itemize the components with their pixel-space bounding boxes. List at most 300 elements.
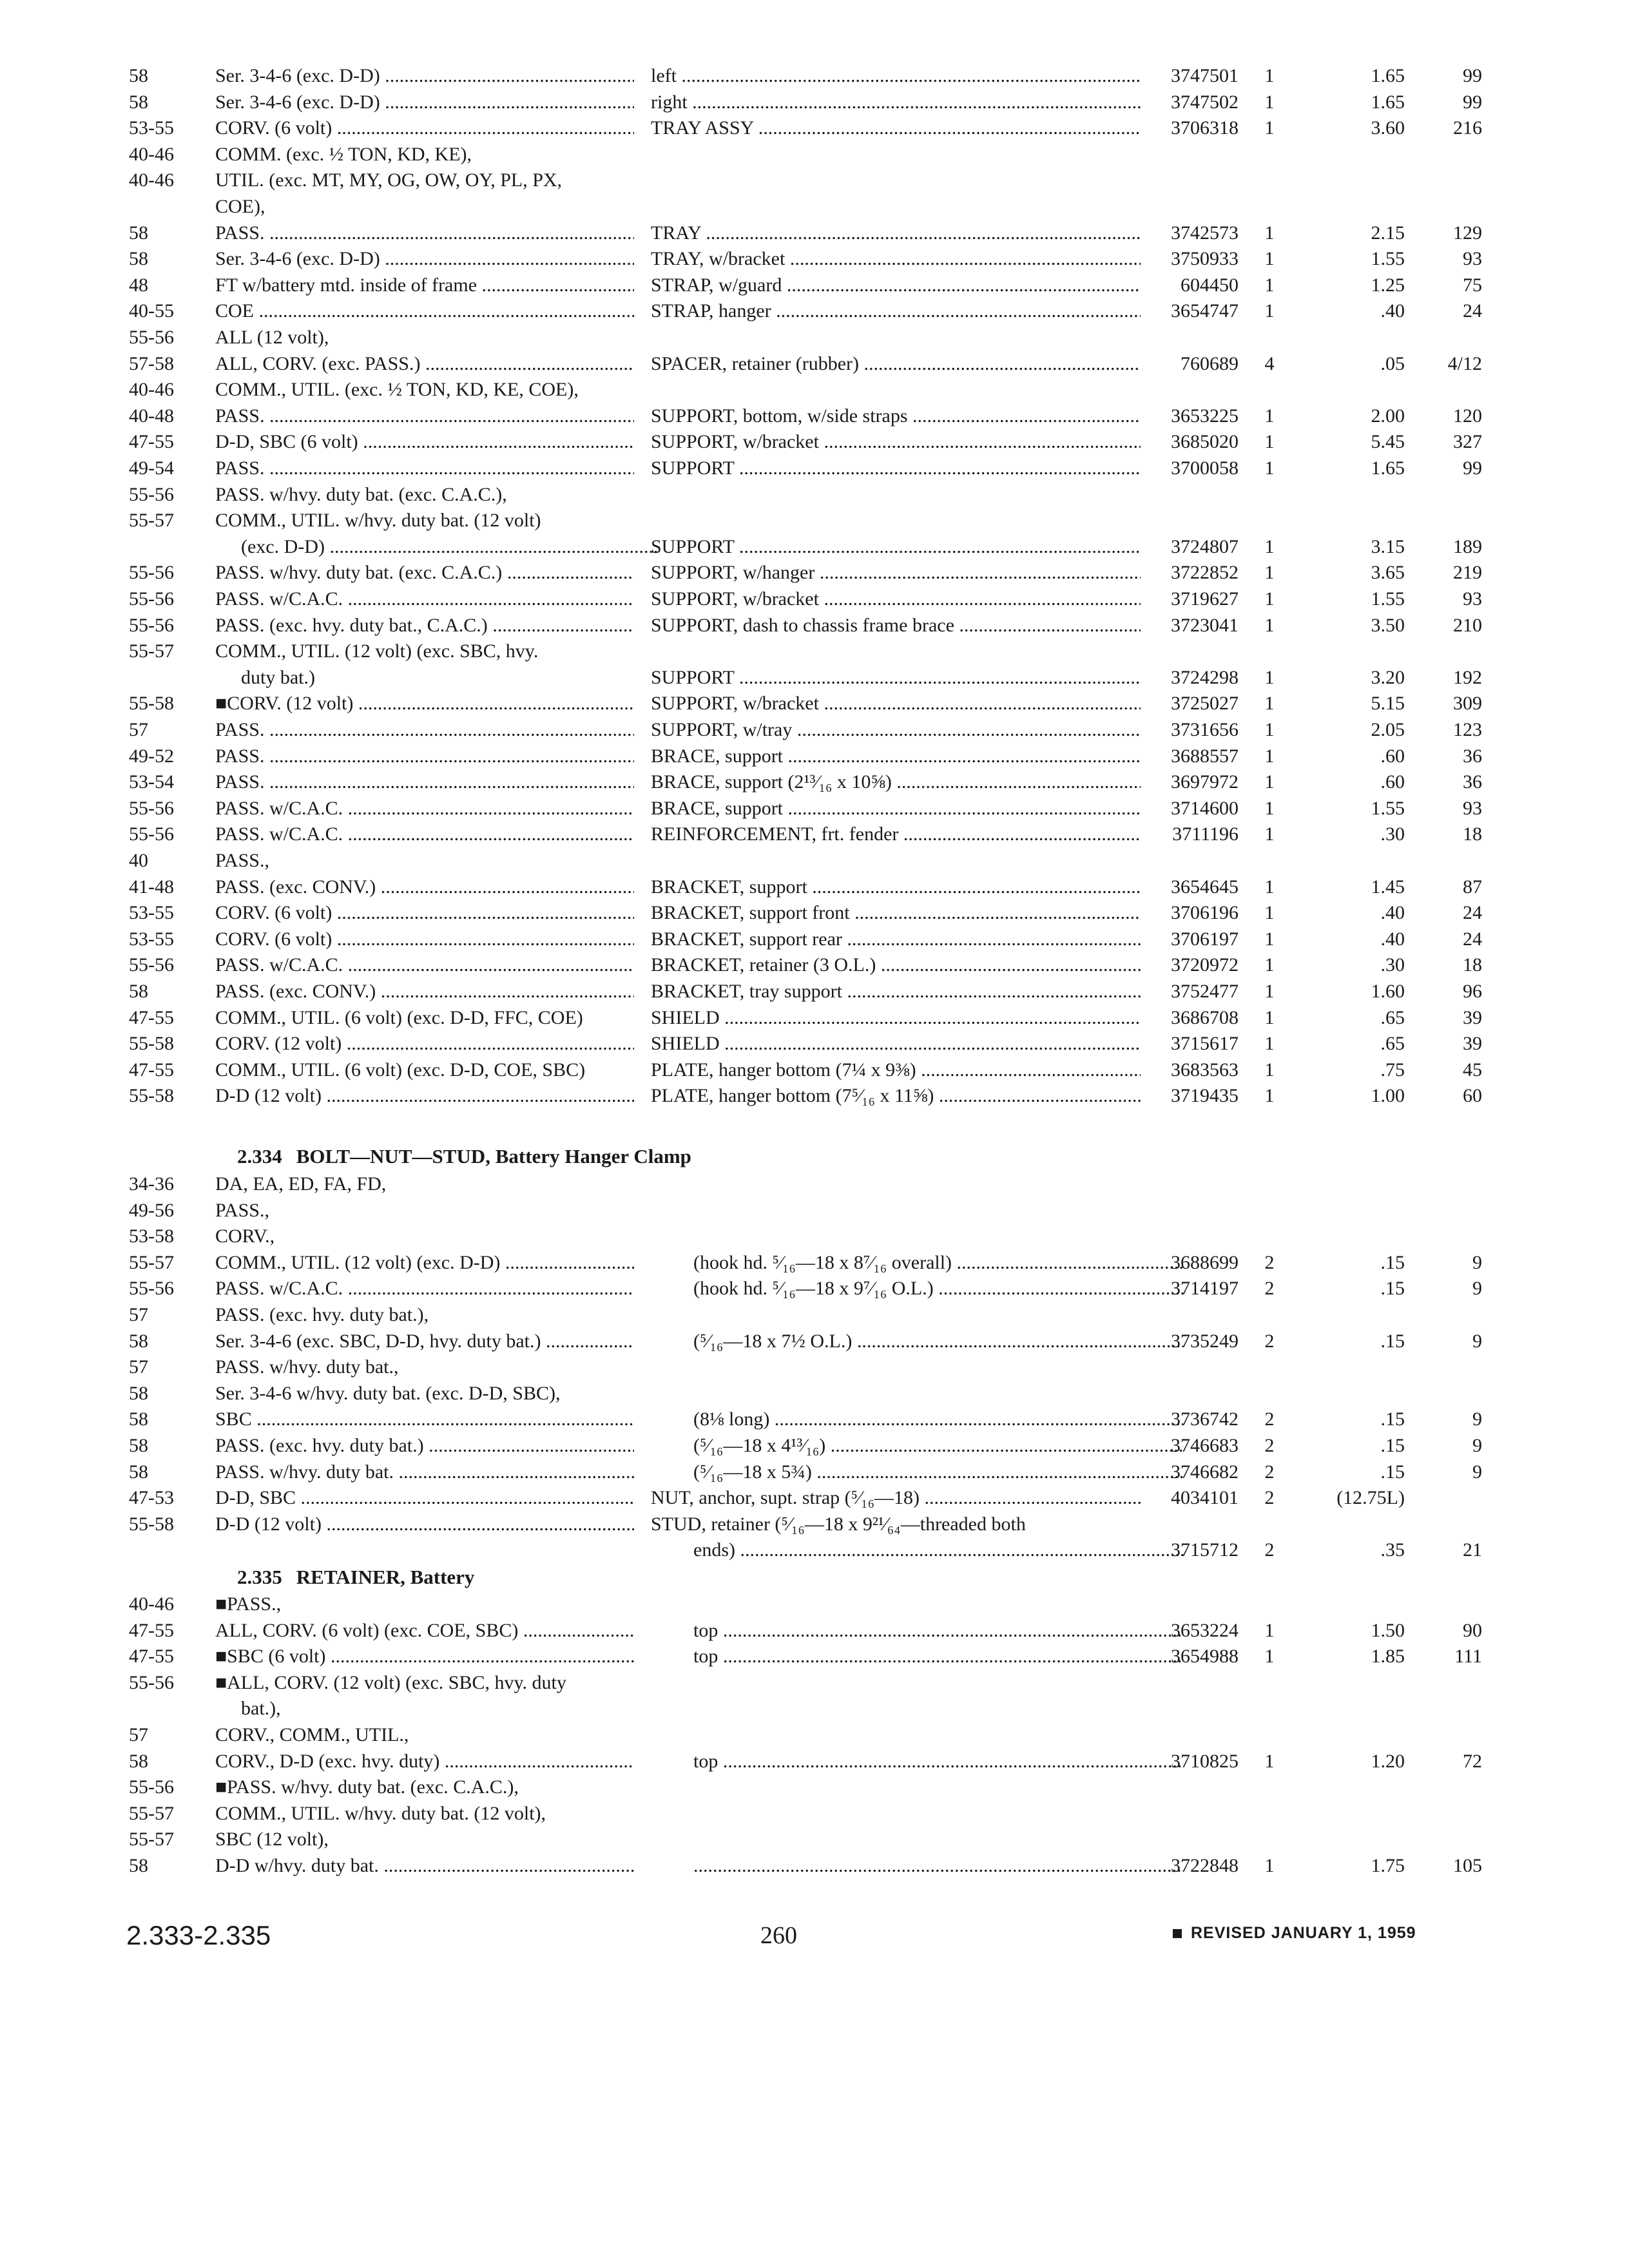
year-range-cell: 53-55 bbox=[129, 928, 174, 950]
year-range-cell: 47-55 bbox=[129, 431, 174, 453]
year-range-cell: 57-58 bbox=[129, 352, 174, 374]
application-cell: PASS. w/C.A.C. ..... bbox=[215, 796, 634, 822]
parts-row bbox=[0, 115, 1629, 141]
year-range-cell: 40-55 bbox=[129, 300, 174, 322]
price-cell: 1.50 bbox=[1371, 1619, 1405, 1641]
year-range-cell: 40-48 bbox=[129, 405, 174, 427]
part-number-cell: 3723041 bbox=[1171, 614, 1239, 636]
application-cell: PASS. ..... bbox=[215, 744, 634, 769]
application-cell: CORV. (12 volt) ..... bbox=[215, 1031, 634, 1057]
description-cell: BRACKET, retainer (3 O.L.) ..... bbox=[651, 952, 1141, 978]
list-price-cell: 93 bbox=[1463, 248, 1482, 270]
list-price-cell: 120 bbox=[1453, 405, 1482, 427]
list-price-cell: 9 bbox=[1472, 1330, 1482, 1352]
application-cell: Ser. 3-4-6 (exc. D-D) ..... bbox=[215, 63, 634, 89]
list-price-cell: 9 bbox=[1472, 1408, 1482, 1430]
parts-row bbox=[0, 377, 1629, 403]
parts-row bbox=[0, 744, 1629, 769]
section-title: BOLT—NUT—STUD, Battery Hanger Clamp bbox=[296, 1145, 691, 1168]
quantity-cell: 2 bbox=[1264, 1278, 1275, 1300]
year-range-cell: 55-56 bbox=[129, 483, 174, 505]
year-range-cell: 55-57 bbox=[129, 1802, 174, 1824]
list-price-cell: 123 bbox=[1453, 719, 1482, 740]
parts-row bbox=[0, 1485, 1629, 1511]
price-cell: 1.75 bbox=[1371, 1855, 1405, 1876]
year-range-cell: 58 bbox=[129, 1435, 148, 1456]
application-cell: D-D, SBC (6 volt) ..... bbox=[215, 429, 634, 455]
year-range-cell: 53-55 bbox=[129, 117, 174, 139]
quantity-cell: 1 bbox=[1264, 823, 1275, 845]
year-range-cell: 55-57 bbox=[129, 640, 174, 662]
list-price-cell: 36 bbox=[1463, 771, 1482, 793]
year-range-cell: 40-46 bbox=[129, 379, 174, 401]
quantity-cell: 2 bbox=[1264, 1487, 1275, 1509]
quantity-cell: 1 bbox=[1264, 431, 1275, 453]
description-cell: BRACKET, support rear ..... bbox=[651, 927, 1141, 952]
part-number-cell: 3706197 bbox=[1171, 928, 1239, 950]
parts-row bbox=[0, 63, 1629, 89]
description-cell: SUPPORT ..... bbox=[651, 665, 1141, 691]
list-price-cell: 24 bbox=[1463, 928, 1482, 950]
list-price-cell: 99 bbox=[1463, 457, 1482, 479]
description-cell: SUPPORT, bottom, w/side straps ..... bbox=[651, 403, 1141, 429]
year-range-cell: 55-56 bbox=[129, 797, 174, 819]
application-cell: PASS. w/C.A.C. ..... bbox=[215, 822, 634, 847]
quantity-cell: 2 bbox=[1264, 1330, 1275, 1352]
part-number-cell: 3685020 bbox=[1171, 431, 1239, 453]
quantity-cell: 1 bbox=[1264, 65, 1275, 86]
list-price-cell: 36 bbox=[1463, 745, 1482, 767]
application-cell: PASS. w/C.A.C. ..... bbox=[215, 586, 634, 612]
description-cell: PLATE, hanger bottom (7⁵⁄₁₆ x 11⅝) ..... bbox=[651, 1083, 1141, 1109]
part-number-cell: 3697972 bbox=[1171, 771, 1239, 793]
parts-row bbox=[0, 1198, 1629, 1224]
parts-row bbox=[0, 1302, 1629, 1328]
list-price-cell: 129 bbox=[1453, 222, 1482, 244]
parts-row bbox=[0, 769, 1629, 795]
description-cell: (⁵⁄₁₆—18 x 4¹³⁄₁₆) ..... bbox=[651, 1433, 1183, 1459]
price-cell: 1.00 bbox=[1371, 1085, 1405, 1107]
list-price-cell: 99 bbox=[1463, 91, 1482, 113]
year-range-cell: 55-58 bbox=[129, 1033, 174, 1055]
price-cell: 3.50 bbox=[1371, 614, 1405, 636]
quantity-cell: 1 bbox=[1264, 745, 1275, 767]
description-cell: BRACE, support ..... bbox=[651, 744, 1141, 769]
year-range-cell: 47-55 bbox=[129, 1619, 174, 1641]
year-range-cell: 58 bbox=[129, 1330, 148, 1352]
year-range-cell: 55-56 bbox=[129, 327, 174, 348]
parts-row bbox=[0, 1853, 1629, 1879]
parts-row bbox=[0, 508, 1629, 533]
application-cell: PASS. (exc. hvy. duty bat.) ..... bbox=[215, 1433, 634, 1459]
quantity-cell: 1 bbox=[1264, 1619, 1275, 1641]
list-price-cell: 9 bbox=[1472, 1435, 1482, 1456]
parts-row bbox=[0, 1057, 1629, 1083]
parts-row bbox=[0, 1329, 1629, 1354]
description-cell: SUPPORT, w/hanger ..... bbox=[651, 560, 1141, 586]
part-number-cell: 3747502 bbox=[1171, 91, 1239, 113]
parts-row bbox=[0, 351, 1629, 377]
quantity-cell: 1 bbox=[1264, 457, 1275, 479]
quantity-cell: 1 bbox=[1264, 1006, 1275, 1028]
description-cell: TRAY, w/bracket ..... bbox=[651, 246, 1141, 272]
price-cell: 2.15 bbox=[1371, 222, 1405, 244]
price-cell: .65 bbox=[1380, 1033, 1405, 1055]
description-cell: REINFORCEMENT, frt. fender ..... bbox=[651, 822, 1141, 847]
parts-row bbox=[0, 586, 1629, 612]
year-range-cell: 58 bbox=[129, 91, 148, 113]
application-cell: CORV. (6 volt) ..... bbox=[215, 900, 634, 926]
year-range-cell: 55-56 bbox=[129, 562, 174, 584]
price-cell: 5.45 bbox=[1371, 431, 1405, 453]
year-range-cell: 58 bbox=[129, 1382, 148, 1404]
price-cell: 1.55 bbox=[1371, 248, 1405, 270]
parts-row bbox=[0, 1670, 1629, 1696]
year-range-cell: 58 bbox=[129, 65, 148, 86]
application-cell: PASS. (exc. CONV.) ..... bbox=[215, 874, 634, 900]
part-number-cell: 3688699 bbox=[1171, 1251, 1239, 1273]
parts-row bbox=[0, 874, 1629, 900]
part-number-cell: 3747501 bbox=[1171, 65, 1239, 86]
part-number-cell: 604450 bbox=[1181, 274, 1239, 296]
quantity-cell: 1 bbox=[1264, 1646, 1275, 1667]
quantity-cell: 1 bbox=[1264, 1033, 1275, 1055]
quantity-cell: 1 bbox=[1264, 771, 1275, 793]
price-cell: .60 bbox=[1380, 771, 1405, 793]
application-cell: COMM., UTIL. (6 volt) (exc. D-D, COE, SBC) bbox=[215, 1059, 586, 1081]
price-cell: 3.20 bbox=[1371, 666, 1405, 688]
description-cell: SHIELD ..... bbox=[651, 1031, 1141, 1057]
quantity-cell: 1 bbox=[1264, 274, 1275, 296]
year-range-cell: 55-56 bbox=[129, 823, 174, 845]
application-cell: DA, EA, ED, FA, FD, bbox=[215, 1173, 387, 1195]
parts-row bbox=[0, 273, 1629, 298]
parts-row bbox=[0, 1749, 1629, 1774]
parts-row bbox=[0, 927, 1629, 952]
parts-row bbox=[0, 952, 1629, 978]
application-cell: PASS. ..... bbox=[215, 403, 634, 429]
year-range-cell: 49-54 bbox=[129, 457, 174, 479]
application-cell: ALL, CORV. (exc. PASS.) ..... bbox=[215, 351, 634, 377]
application-cell: ALL (12 volt), bbox=[215, 327, 329, 348]
quantity-cell: 1 bbox=[1264, 693, 1275, 715]
application-cell: CORV., bbox=[215, 1225, 275, 1247]
quantity-cell: 4 bbox=[1264, 352, 1275, 374]
list-price-cell: 4/12 bbox=[1447, 352, 1482, 374]
application-cell: PASS. w/C.A.C. ..... bbox=[215, 1276, 634, 1302]
list-price-cell: 327 bbox=[1453, 431, 1482, 453]
quantity-cell: 1 bbox=[1264, 954, 1275, 976]
parts-row bbox=[0, 429, 1629, 455]
price-cell: .40 bbox=[1380, 928, 1405, 950]
quantity-cell: 1 bbox=[1264, 91, 1275, 113]
application-cell: ■PASS. w/hvy. duty bat. (exc. C.A.C.), bbox=[215, 1776, 519, 1798]
year-range-cell: 55-57 bbox=[129, 510, 174, 532]
price-cell: .35 bbox=[1380, 1539, 1405, 1561]
list-price-cell: 60 bbox=[1463, 1085, 1482, 1107]
parts-row bbox=[0, 1224, 1629, 1249]
application-cell: PASS. w/hvy. duty bat., bbox=[215, 1356, 399, 1378]
part-number-cell: 3720972 bbox=[1171, 954, 1239, 976]
year-range-cell: 58 bbox=[129, 1855, 148, 1876]
description-cell: STUD, retainer (⁵⁄₁₆—18 x 9²¹⁄₆₄—threaded both bbox=[651, 1513, 1026, 1535]
quantity-cell: 1 bbox=[1264, 1855, 1275, 1876]
parts-row bbox=[0, 220, 1629, 246]
application-cell: CORV., D-D (exc. hvy. duty) ..... bbox=[215, 1749, 634, 1774]
price-cell: 2.00 bbox=[1371, 405, 1405, 427]
application-cell: FT w/battery mtd. inside of frame ..... bbox=[215, 273, 634, 298]
application-cell: PASS. ..... bbox=[215, 456, 634, 481]
description-cell: SUPPORT ..... bbox=[651, 456, 1141, 481]
list-price-cell: 24 bbox=[1463, 300, 1482, 322]
price-cell: .15 bbox=[1380, 1330, 1405, 1352]
parts-row bbox=[0, 1827, 1629, 1852]
year-range-cell: 34-36 bbox=[129, 1173, 174, 1195]
application-cell: Ser. 3-4-6 (exc. D-D) ..... bbox=[215, 90, 634, 115]
section-number: 2.334 bbox=[237, 1145, 282, 1168]
parts-row bbox=[0, 534, 1629, 560]
quantity-cell: 1 bbox=[1264, 1059, 1275, 1081]
part-number-cell: 3722852 bbox=[1171, 562, 1239, 584]
quantity-cell: 1 bbox=[1264, 928, 1275, 950]
parts-row bbox=[0, 90, 1629, 115]
description-cell: BRACE, support ..... bbox=[651, 796, 1141, 822]
parts-row bbox=[0, 1696, 1629, 1722]
year-range-cell: 58 bbox=[129, 981, 148, 1002]
application-cell: CORV., COMM., UTIL., bbox=[215, 1724, 409, 1745]
part-number-cell: 3654645 bbox=[1171, 876, 1239, 898]
application-cell: COMM., UTIL. (exc. ½ TON, KD, KE, COE), bbox=[215, 379, 579, 401]
year-range-cell: 53-55 bbox=[129, 902, 174, 924]
parts-row bbox=[0, 1618, 1629, 1644]
application-cell: SBC ..... bbox=[215, 1407, 634, 1432]
year-range-cell: 48 bbox=[129, 274, 148, 296]
part-number-cell: 3722848 bbox=[1171, 1855, 1239, 1876]
quantity-cell: 1 bbox=[1264, 1085, 1275, 1107]
quantity-cell: 1 bbox=[1264, 588, 1275, 610]
application-cell: UTIL. (exc. MT, MY, OG, OW, OY, PL, PX, bbox=[215, 169, 563, 191]
section-title: RETAINER, Battery bbox=[296, 1566, 475, 1588]
year-range-cell: 55-56 bbox=[129, 1776, 174, 1798]
list-price-cell: 219 bbox=[1453, 562, 1482, 584]
quantity-cell: 1 bbox=[1264, 535, 1275, 557]
parts-row bbox=[0, 1083, 1629, 1109]
application-cell: ■ALL, CORV. (12 volt) (exc. SBC, hvy. duty bbox=[215, 1671, 566, 1693]
part-number-cell: 3653224 bbox=[1171, 1619, 1239, 1641]
quantity-cell: 1 bbox=[1264, 981, 1275, 1002]
parts-row bbox=[0, 142, 1629, 168]
application-cell: COMM., UTIL. (12 volt) (exc. D-D) ..... bbox=[215, 1250, 634, 1276]
description-cell: SPACER, retainer (rubber) ..... bbox=[651, 351, 1141, 377]
price-cell: .40 bbox=[1380, 902, 1405, 924]
year-range-cell: 55-56 bbox=[129, 954, 174, 976]
price-cell: .65 bbox=[1380, 1006, 1405, 1028]
revision-mark-icon bbox=[1173, 1929, 1182, 1938]
description-cell: (hook hd. ⁵⁄₁₆—18 x 8⁷⁄₁₆ overall) ..... bbox=[651, 1250, 1183, 1276]
parts-row bbox=[0, 1276, 1629, 1302]
price-cell: .15 bbox=[1380, 1278, 1405, 1300]
year-range-cell: 47-55 bbox=[129, 1006, 174, 1028]
year-range-cell: 53-58 bbox=[129, 1225, 174, 1247]
application-cell: ■CORV. (12 volt) ..... bbox=[215, 691, 634, 716]
year-range-cell: 49-56 bbox=[129, 1199, 174, 1221]
list-price-cell: 18 bbox=[1463, 823, 1482, 845]
description-cell bbox=[651, 1853, 1183, 1879]
list-price-cell: 192 bbox=[1453, 666, 1482, 688]
footer-revised bbox=[1173, 1924, 1416, 1943]
application-cell: PASS. (exc. CONV.) ..... bbox=[215, 979, 634, 1004]
list-price-cell: 111 bbox=[1454, 1646, 1482, 1667]
year-range-cell: 58 bbox=[129, 1750, 148, 1772]
list-price-cell: 309 bbox=[1453, 693, 1482, 715]
application-cell: D-D w/hvy. duty bat. ..... bbox=[215, 1853, 634, 1879]
part-number-cell: 3686708 bbox=[1171, 1006, 1239, 1028]
list-price-cell: 87 bbox=[1463, 876, 1482, 898]
description-cell: STRAP, w/guard ..... bbox=[651, 273, 1141, 298]
description-cell: NUT, anchor, supt. strap (⁵⁄₁₆—18) ..... bbox=[651, 1485, 1141, 1511]
price-cell: .60 bbox=[1380, 745, 1405, 767]
part-number-cell: 3706318 bbox=[1171, 117, 1239, 139]
year-range-cell: 55-56 bbox=[129, 588, 174, 610]
parts-row bbox=[0, 796, 1629, 822]
parts-row bbox=[0, 1774, 1629, 1800]
year-range-cell: 55-58 bbox=[129, 693, 174, 715]
application-cell: COE), bbox=[215, 196, 265, 217]
parts-row bbox=[0, 1591, 1629, 1617]
list-price-cell: 96 bbox=[1463, 981, 1482, 1002]
parts-row bbox=[0, 482, 1629, 508]
price-cell: 1.25 bbox=[1371, 274, 1405, 296]
application-cell: PASS. ..... bbox=[215, 220, 634, 246]
application-cell: PASS. w/hvy. duty bat. (exc. C.A.C.) ..... bbox=[215, 560, 634, 586]
parts-row bbox=[0, 1005, 1629, 1031]
list-price-cell: 93 bbox=[1463, 588, 1482, 610]
parts-row bbox=[0, 900, 1629, 926]
year-range-cell: 55-58 bbox=[129, 1085, 174, 1107]
application-cell: COMM., UTIL. w/hvy. duty bat. (12 volt), bbox=[215, 1802, 546, 1824]
parts-row bbox=[0, 1031, 1629, 1057]
description-cell: SUPPORT, dash to chassis frame brace ..... bbox=[651, 613, 1141, 639]
list-price-cell: 21 bbox=[1463, 1539, 1482, 1561]
application-cell: ■SBC (6 volt) ..... bbox=[215, 1644, 634, 1669]
year-range-cell: 58 bbox=[129, 1408, 148, 1430]
application-cell: PASS., bbox=[215, 1199, 269, 1221]
application-cell: duty bat.) bbox=[241, 666, 315, 688]
part-number-cell: 3742573 bbox=[1171, 222, 1239, 244]
footer-section-range: 2.333-2.335 bbox=[126, 1920, 271, 1950]
parts-row bbox=[0, 1407, 1629, 1432]
application-cell: ■PASS., bbox=[215, 1593, 282, 1615]
application-cell: ALL, CORV. (6 volt) (exc. COE, SBC) ..... bbox=[215, 1618, 634, 1644]
application-cell: COMM., UTIL. w/hvy. duty bat. (12 volt) bbox=[215, 510, 541, 532]
parts-row bbox=[0, 456, 1629, 481]
quantity-cell: 2 bbox=[1264, 1539, 1275, 1561]
list-price-cell: 216 bbox=[1453, 117, 1482, 139]
parts-row bbox=[0, 1433, 1629, 1459]
price-cell: 2.05 bbox=[1371, 719, 1405, 740]
parts-row bbox=[0, 1512, 1629, 1537]
application-cell: PASS. ..... bbox=[215, 717, 634, 743]
parts-row bbox=[0, 194, 1629, 220]
description-cell: (⁵⁄₁₆—18 x 5¾) ..... bbox=[651, 1459, 1183, 1485]
quantity-cell: 2 bbox=[1264, 1461, 1275, 1483]
price-cell: .15 bbox=[1380, 1461, 1405, 1483]
part-number-cell: 3731656 bbox=[1171, 719, 1239, 740]
part-number-cell: 3724807 bbox=[1171, 535, 1239, 557]
parts-row bbox=[0, 717, 1629, 743]
parts-row bbox=[0, 325, 1629, 351]
part-number-cell: 3711196 bbox=[1172, 823, 1239, 845]
list-price-cell: 72 bbox=[1463, 1750, 1482, 1772]
quantity-cell: 1 bbox=[1264, 117, 1275, 139]
part-number-cell: 3735249 bbox=[1171, 1330, 1239, 1352]
part-number-cell: 3715617 bbox=[1171, 1033, 1239, 1055]
parts-row bbox=[0, 298, 1629, 324]
part-number-cell: 3746683 bbox=[1171, 1435, 1239, 1456]
parts-row bbox=[0, 979, 1629, 1004]
parts-row bbox=[0, 403, 1629, 429]
list-price-cell: 93 bbox=[1463, 797, 1482, 819]
application-cell: COE ..... bbox=[215, 298, 634, 324]
parts-row bbox=[0, 560, 1629, 586]
application-cell: CORV. (6 volt) ..... bbox=[215, 927, 634, 952]
year-range-cell: 41-48 bbox=[129, 876, 174, 898]
description-cell: ends) ..... bbox=[651, 1537, 1183, 1563]
year-range-cell: 55-56 bbox=[129, 1671, 174, 1693]
description-cell: BRACKET, support front ..... bbox=[651, 900, 1141, 926]
quantity-cell: 1 bbox=[1264, 719, 1275, 740]
description-cell: SHIELD ..... bbox=[651, 1005, 1141, 1031]
parts-row bbox=[0, 1354, 1629, 1380]
price-cell: 1.65 bbox=[1371, 65, 1405, 86]
application-cell: Ser. 3-4-6 (exc. SBC, D-D, hvy. duty bat.) ..... bbox=[215, 1329, 634, 1354]
application-cell: PASS. w/hvy. duty bat. ..... bbox=[215, 1459, 634, 1485]
year-range-cell: 40-46 bbox=[129, 1593, 174, 1615]
footer-revised-text: REVISED JANUARY 1, 1959 bbox=[1191, 1924, 1416, 1942]
year-range-cell: 55-57 bbox=[129, 1251, 174, 1273]
quantity-cell: 1 bbox=[1264, 562, 1275, 584]
description-cell: SUPPORT, w/bracket ..... bbox=[651, 691, 1141, 716]
quantity-cell: 1 bbox=[1264, 797, 1275, 819]
part-number-cell: 3706196 bbox=[1171, 902, 1239, 924]
price-cell: .15 bbox=[1380, 1435, 1405, 1456]
price-cell: .40 bbox=[1380, 300, 1405, 322]
year-range-cell: 58 bbox=[129, 248, 148, 270]
year-range-cell: 40 bbox=[129, 850, 148, 871]
description-cell: SUPPORT, w/bracket ..... bbox=[651, 586, 1141, 612]
year-range-cell: 57 bbox=[129, 1304, 148, 1325]
parts-row bbox=[0, 848, 1629, 874]
part-number-cell: 4034101 bbox=[1171, 1487, 1239, 1509]
quantity-cell: 2 bbox=[1264, 1408, 1275, 1430]
application-cell: PASS. w/C.A.C. ..... bbox=[215, 952, 634, 978]
parts-row bbox=[0, 1801, 1629, 1827]
description-cell: SUPPORT, w/tray ..... bbox=[651, 717, 1141, 743]
price-cell: 1.65 bbox=[1371, 91, 1405, 113]
year-range-cell: 57 bbox=[129, 719, 148, 740]
application-cell: CORV. (6 volt) ..... bbox=[215, 115, 634, 141]
application-cell: (exc. D-D) ..... bbox=[215, 534, 660, 560]
year-range-cell: 47-55 bbox=[129, 1646, 174, 1667]
quantity-cell: 1 bbox=[1264, 876, 1275, 898]
year-range-cell: 58 bbox=[129, 222, 148, 244]
price-cell: 5.15 bbox=[1371, 693, 1405, 715]
part-number-cell: 3653225 bbox=[1171, 405, 1239, 427]
part-number-cell: 3715712 bbox=[1171, 1539, 1239, 1561]
price-cell: 1.20 bbox=[1371, 1750, 1405, 1772]
year-range-cell: 47-53 bbox=[129, 1487, 174, 1509]
application-cell: Ser. 3-4-6 (exc. D-D) ..... bbox=[215, 246, 634, 272]
